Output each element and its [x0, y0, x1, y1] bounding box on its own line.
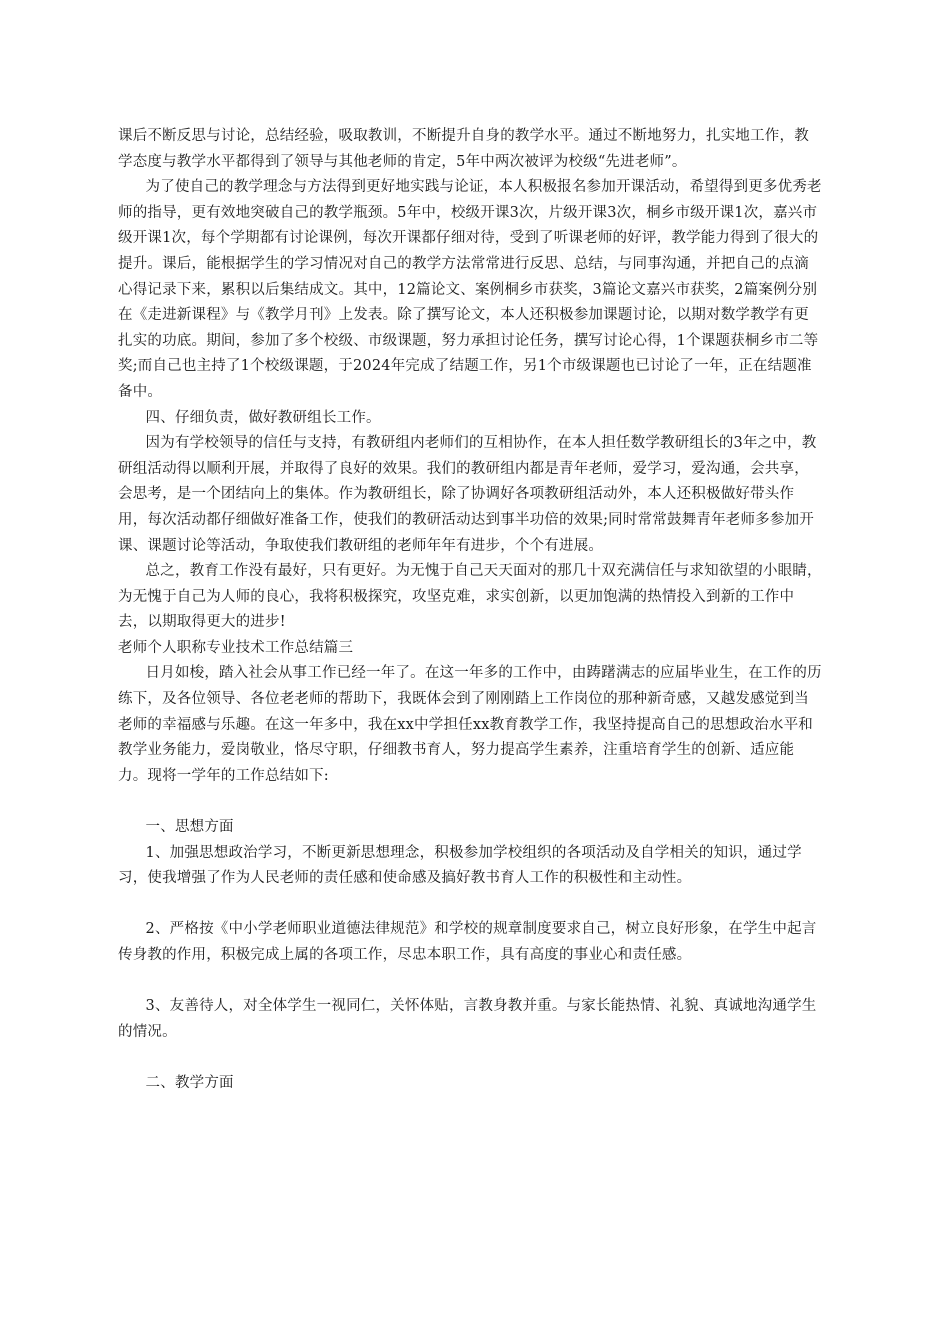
- list-item-3: 3、友善待人，对全体学生一视同仁，关怀体贴，言教身教并重。与家长能热情、礼貌、真诚地沟通学生的情况。: [118, 998, 817, 1040]
- paragraph-research-group: 因为有学校领导的信任与支持，有教研组内老师们的互相协作，在本人担任数学教研组长的3年之中，教研组活动得以顺利开展，并取得了良好的效果。我们的教研组内都是青年老师，爱学习，爱沟通，会共享，会思考，是一个团结向上的集体。作为教研组长，除了协调好各项教研组活动外，本人还积极做好带头作用，每次活动都仔细做好准备工作，使我们的教研活动达到事半功倍的效果;同时常常鼓舞青年老师多参加开课、课题讨论等活动，争取使我们教研组的老师年年有进步，个个有进展。: [118, 435, 817, 554]
- paragraph-open-classes: 为了使自己的教学理念与方法得到更好地实践与论证，本人积极报名参加开课活动，希望得到更多优秀老师的指导，更有效地突破自己的教学瓶颈。5年中，校级开课3次，片级开课3次，桐乡市级开课1次，嘉兴市级开课1次，每个学期都有讨论课例，每次开课都仔细对待，受到了听课老师的好评，教学能力得到了很大的提升。课后，能根据学生的学习情况对自己的教学方法常常进行反思、总结，与同事沟通，并把自己的点滴心得记录下来，累积以后集结成文。其中，12篇论文、案例桐乡市获奖，3篇论文嘉兴市获奖，2篇案例分别在《走进新课程》与《教学月刊》上发表。除了撰写论文，本人还积极参加课题讨论，以期对数学教学有更扎实的功底。期间，参加了多个校级、市级课题，努力承担讨论任务，撰写讨论心得，1个课题获桐乡市二等奖;而自己也主持了1个校级课题，于2024年完成了结题工作，另1个市级课题也已讨论了一年，正在结题准备中。: [118, 179, 822, 400]
- spacer: [118, 1045, 823, 1071]
- paragraph-intro: 日月如梭，踏入社会从事工作已经一年了。在这一年多的工作中，由踌躇满志的应届毕业生，在工作的历练下，及各位领导、各位老老师的帮助下，我既体会到了刚刚踏上工作岗位的那种新奇感，又越发感觉到当老师的幸福感与乐趣。在这一年多中，我在xx中学担任xx教育教学工作，我坚持提高自己的思想政治水平和教学业务能力，爱岗敬业，恪尽守职，仔细教书育人，努力提高学生素养，注重培育学生的创新、适应能力。现将一学年的工作总结如下:: [118, 665, 822, 784]
- paragraph-reflection: 课后不断反思与讨论，总结经验，吸取教训，不断提升自身的教学水平。通过不断地努力，扎实地工作，教学态度与教学水平都得到了领导与其他老师的肯定，5年中两次被评为校级“先进老师”。: [118, 128, 809, 170]
- section-heading-thought: 一、思想方面: [145, 819, 234, 836]
- list-item-1: 1、加强思想政治学习，不断更新思想理念，积极参加学校组织的各项活动及自学相关的知识，通过学习，使我增强了作为人民老师的责任感和使命感及搞好教书育人工作的积极性和主动性。: [118, 844, 802, 887]
- section-heading-teaching: 二、教学方面: [145, 1074, 234, 1091]
- spacer: [118, 969, 823, 995]
- document-body: [118, 124, 823, 1097]
- list-item-2: 2、严格按《中小学老师职业道德法律规范》和学校的规章制度要求自己，树立良好形象，在学生中起言传身教的作用，积极完成上属的各项工作，尽忠本职工作，具有高度的事业心和责任感。: [118, 921, 817, 963]
- spacer: [118, 789, 823, 815]
- spacer: [118, 892, 823, 918]
- paragraph-conclusion: 总之，教育工作没有最好，只有更好。为无愧于自己天天面对的那几十双充满信任与求知欲望的小眼睛，为无愧于自己为人师的良心，我将积极探究，攻坚克难，求实创新，以更加饱满的热情投入到新的工作中去，以期取得更大的进步!: [118, 563, 822, 631]
- article-title-3: 老师个人职称专业技术工作总结篇三: [118, 639, 354, 656]
- section-heading-4: 四、仔细负责，做好教研组长工作。: [145, 409, 381, 426]
